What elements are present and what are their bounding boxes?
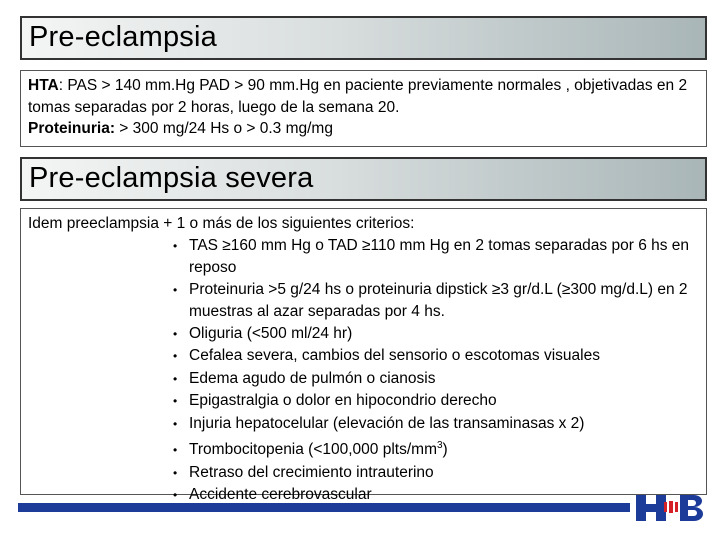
definition-box <box>20 70 707 147</box>
proteinuria-paragraph <box>28 118 699 140</box>
hta-paragraph <box>28 75 699 118</box>
section-banner-preeclampsia <box>20 16 707 60</box>
hospital-logo <box>636 491 708 525</box>
proteinuria-label: Proteinuria: <box>28 120 115 137</box>
hta-label: HTA <box>28 77 59 94</box>
criteria-item: • Injuria hepatocelular (elevación de las transaminasas x 2) <box>173 413 699 436</box>
section-title: Pre-eclampsia severa <box>29 162 314 194</box>
criteria-item: • Epigastralgia o dolor en hipocondrio derecho <box>173 390 699 413</box>
hta-text: : PAS > 140 mm.Hg PAD > 90 mm.Hg en paciente previamente normales , objetivadas en 2 tomas separadas por 2 horas, luego de la semana 20. <box>28 77 688 116</box>
criteria-item: • Cefalea severa, cambios del sensorio o escotomas visuales <box>173 345 699 368</box>
section-title: Pre-eclampsia <box>29 21 217 53</box>
criteria-list <box>173 235 699 507</box>
criteria-item: • TAS ≥160 mm Hg o TAD ≥110 mm Hg en 2 tomas separadas por 6 hs en reposo <box>173 235 699 279</box>
criteria-item: • Retraso del crecimiento intrauterino <box>173 462 699 485</box>
proteinuria-text: > 300 mg/24 Hs o > 0.3 mg/mg <box>114 120 333 137</box>
criteria-item: • Proteinuria >5 g/24 hs o proteinuria dipstick ≥3 gr/d.L (≥300 mg/d.L) en 2 muestras al azar separadas por 4 hs. <box>173 279 699 323</box>
criteria-item: • Oliguria (<500 ml/24 hr) <box>173 323 699 346</box>
section-banner-preeclampsia-severa <box>20 157 707 201</box>
criteria-tail: ) <box>442 441 448 459</box>
criteria-box <box>20 208 707 504</box>
criteria-intro: Idem preeclampsia + 1 o más de los siguientes criterios: <box>28 215 415 232</box>
criteria-superscript: 3 <box>436 440 443 451</box>
criteria-item: • Accidente cerebrovascular <box>173 484 699 507</box>
criteria-item: • Edema agudo de pulmón o cianosis <box>173 368 699 391</box>
criteria-item <box>173 435 699 462</box>
criteria-text: Trombocitopenia (<100,000 plts/mm <box>189 441 437 459</box>
footer-bar <box>18 503 630 512</box>
